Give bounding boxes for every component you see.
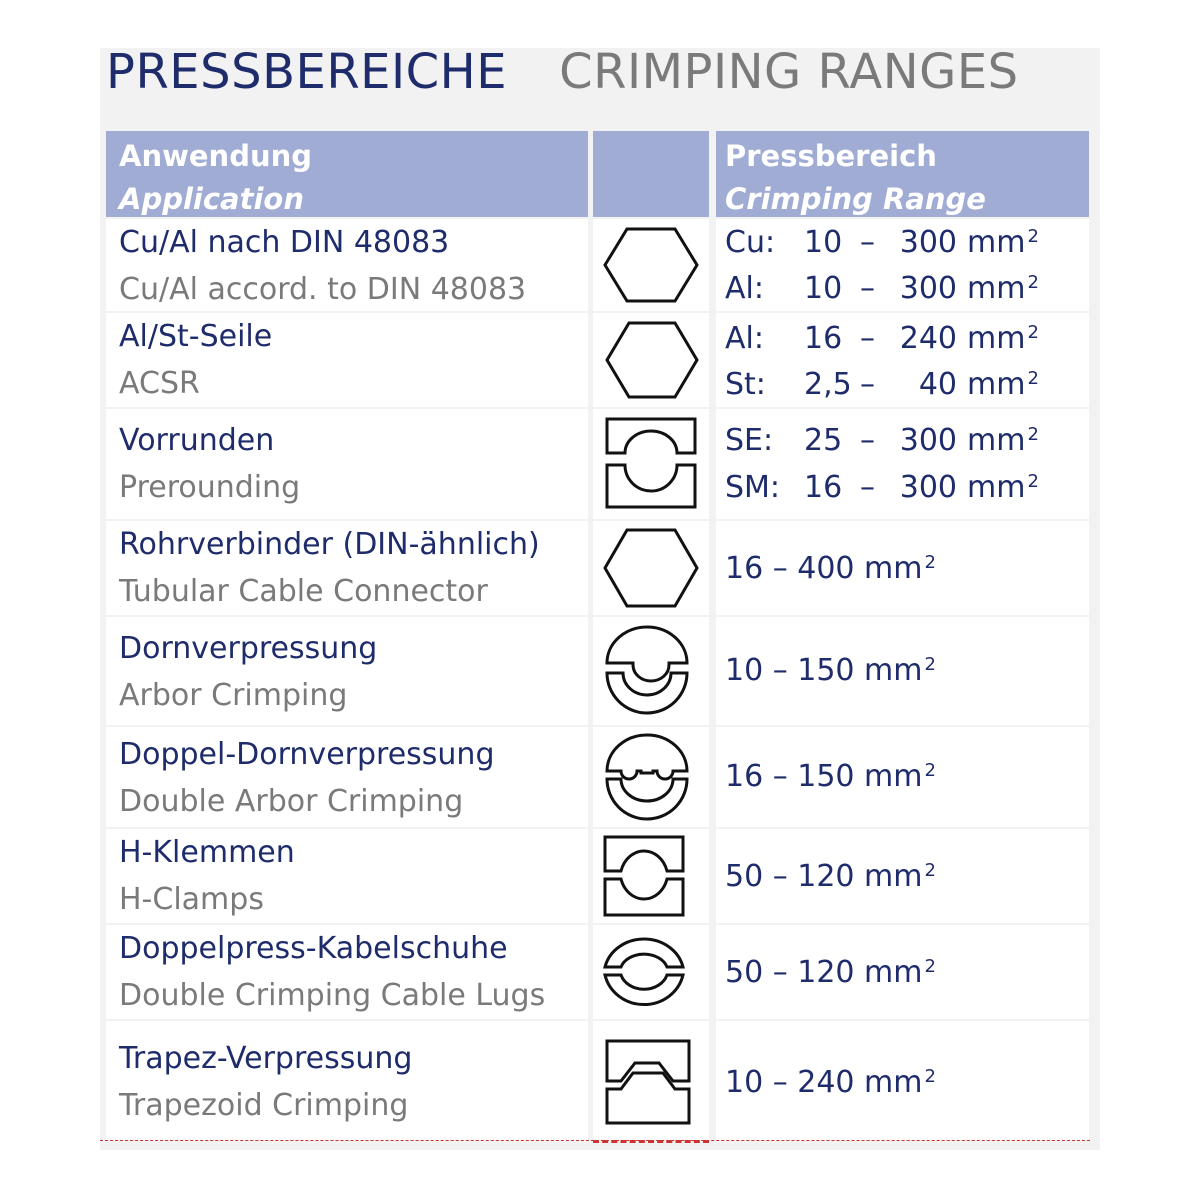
- unit-exponent: 2: [924, 760, 936, 781]
- application-en: Tubular Cable Connector: [119, 574, 488, 609]
- crimping-range: [716, 727, 1089, 827]
- unit-exponent: 2: [1027, 226, 1039, 247]
- header-range-de: Pressbereich: [725, 139, 937, 173]
- range-line: [725, 647, 936, 694]
- h-clamp-die-icon: [593, 829, 709, 923]
- header-application-de: Anwendung: [119, 139, 313, 173]
- range-line: SE: 25 – 300 mm $^2$: [725, 417, 1039, 464]
- header-application-en: [119, 178, 588, 221]
- range-from: 16: [804, 470, 843, 505]
- material-label: Al:: [725, 271, 764, 306]
- table-row-application: [106, 727, 588, 827]
- title-german: PRESSBEREICHE: [106, 44, 508, 100]
- table-row-application: [106, 925, 588, 1019]
- crimping-range: [716, 829, 1089, 923]
- application-en: Arbor Crimping: [119, 678, 348, 713]
- unit-exponent: 2: [924, 1066, 936, 1087]
- application-en: H-Clamps: [119, 882, 264, 917]
- range-to: 300: [899, 423, 957, 458]
- crimping-range: [716, 409, 1089, 519]
- range-line: [725, 853, 936, 900]
- range-line: [725, 545, 936, 592]
- material-label: SM:: [725, 470, 781, 505]
- unit-exponent: 2: [1027, 368, 1039, 389]
- crimping-range: [716, 617, 1089, 725]
- table-row-application: [106, 409, 588, 519]
- range-from: 25: [804, 423, 843, 458]
- table-row-application: [106, 219, 588, 311]
- application-de: Dornverpressung: [119, 631, 378, 666]
- double-crimp-lug-die-icon: [593, 925, 709, 1019]
- application-en: Double Crimping Cable Lugs: [119, 978, 546, 1013]
- unit-exponent: 2: [1027, 272, 1039, 293]
- range-from: 16: [804, 321, 843, 356]
- range-from: 10: [804, 271, 843, 306]
- header-application: [106, 131, 588, 217]
- range-from: 10: [804, 225, 843, 260]
- application-de: Doppel-Dornverpressung: [119, 737, 495, 772]
- unit: mm: [967, 367, 1026, 402]
- application-en: Prerounding: [119, 470, 301, 505]
- table-row-application: [106, 829, 588, 923]
- unit: mm: [967, 423, 1026, 458]
- unit-exponent: 2: [924, 654, 936, 675]
- crimping-range: [716, 925, 1089, 1019]
- unit: mm: [967, 470, 1026, 505]
- application-en: Double Arbor Crimping: [119, 784, 464, 819]
- unit-exponent: 2: [1027, 322, 1039, 343]
- header-range-en-text: Crimping Range: [725, 182, 986, 216]
- range-line: Al: 16 – 240 mm $^2$: [725, 315, 1039, 362]
- page-title: [106, 44, 1019, 108]
- application-de: Vorrunden: [119, 423, 275, 458]
- range-to: 240: [899, 321, 957, 356]
- material-label: SE:: [725, 423, 774, 458]
- crimping-range: [716, 1021, 1089, 1140]
- application-de: Cu/Al nach DIN 48083: [119, 225, 450, 260]
- unit: mm: [967, 321, 1026, 356]
- range-value: 50 – 120 mm: [725, 955, 923, 990]
- prerounding-die-icon: [593, 409, 709, 519]
- table-row-application: [106, 617, 588, 725]
- range-line: SM: 16 – 300 mm $^2$: [725, 464, 1039, 511]
- crimping-range: [716, 313, 1089, 407]
- header-icon-column: [593, 131, 709, 217]
- unit-exponent: 2: [924, 552, 936, 573]
- range-line: Cu: 10 – 300 mm $^2$: [725, 219, 1039, 266]
- title-english: CRIMPING RANGES: [559, 44, 1019, 100]
- range-to: 300: [899, 225, 957, 260]
- material-label: Al:: [725, 321, 764, 356]
- range-to: 300: [899, 271, 957, 306]
- hexagon-die-icon: [593, 313, 709, 407]
- application-de: Doppelpress-Kabelschuhe: [119, 931, 508, 966]
- application-de: Al/St-Seile: [119, 319, 273, 354]
- header-application-en-text: Application: [119, 182, 304, 216]
- application-de: Trapez-Verpressung: [119, 1041, 413, 1076]
- range-line: [725, 949, 936, 996]
- material-label: St:: [725, 367, 766, 402]
- application-de: Rohrverbinder (DIN-ähnlich): [119, 527, 540, 562]
- hexagon-die-icon: [593, 219, 709, 311]
- application-en: ACSR: [119, 366, 200, 401]
- material-label: Cu:: [725, 225, 776, 260]
- header-range-en: [725, 178, 1089, 221]
- range-value: 10 – 150 mm: [725, 653, 923, 688]
- range-line: [725, 1059, 936, 1106]
- unit: mm: [967, 225, 1026, 260]
- hexagon-die-icon: [593, 521, 709, 615]
- range-to: 40: [918, 367, 957, 402]
- range-line: St: 2,5 – 40 mm $^2$: [725, 361, 1039, 408]
- unit-exponent: 2: [1027, 471, 1039, 492]
- range-to: 300: [899, 470, 957, 505]
- trapezoid-die-icon: [593, 1021, 709, 1140]
- arbor-die-icon: [593, 617, 709, 725]
- table-row-application: [106, 313, 588, 407]
- table-row-application: [106, 1021, 588, 1140]
- range-value: 10 – 240 mm: [725, 1065, 923, 1100]
- crimping-range: [716, 219, 1089, 311]
- table-row-application: [106, 521, 588, 615]
- double-arbor-die-icon: [593, 727, 709, 827]
- range-value: 50 – 120 mm: [725, 859, 923, 894]
- header-range: [716, 131, 1089, 217]
- range-value: 16 – 400 mm: [725, 551, 923, 586]
- unit-exponent: 2: [924, 860, 936, 881]
- bottom-border-accent: [593, 1140, 709, 1143]
- range-line: [725, 753, 936, 800]
- unit-exponent: 2: [1027, 424, 1039, 445]
- unit: mm: [967, 271, 1026, 306]
- range-value: 16 – 150 mm: [725, 759, 923, 794]
- application-en: Cu/Al accord. to DIN 48083: [119, 272, 527, 307]
- crimping-range: [716, 521, 1089, 615]
- application-en: Trapezoid Crimping: [119, 1088, 409, 1123]
- range-line: Al: 10 – 300 mm $^2$: [725, 265, 1039, 312]
- unit-exponent: 2: [924, 956, 936, 977]
- range-from: 2,5: [804, 367, 852, 402]
- application-de: H-Klemmen: [119, 835, 295, 870]
